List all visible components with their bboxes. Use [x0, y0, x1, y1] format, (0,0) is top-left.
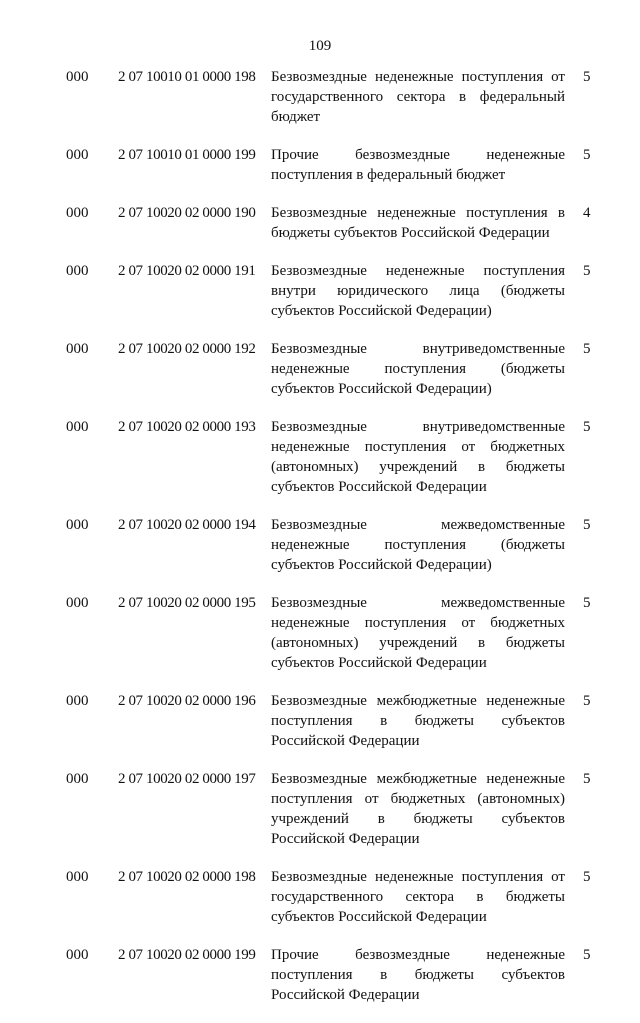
page-number: 109: [308, 38, 332, 54]
admin-code: 000: [66, 263, 89, 279]
budget-code: 2 07 10020 02 0000 193: [118, 419, 256, 435]
admin-code: 000: [66, 595, 89, 611]
income-name: Безвозмездные межведомственные неденежные поступления (бюджеты субъектов Российской Федерации): [271, 517, 565, 573]
income-name: Прочие безвозмездные неденежные поступления в федеральный бюджет: [271, 147, 565, 183]
income-name: Безвозмездные неденежные поступления в бюджеты субъектов Российской Федерации: [271, 205, 565, 241]
codes-table: [0, 67, 640, 1023]
table-row: [0, 145, 640, 185]
admin-code: 000: [66, 869, 89, 885]
table-row: [0, 945, 640, 1005]
admin-code: 000: [66, 517, 89, 533]
level-number: 5: [583, 147, 591, 163]
table-row: [0, 339, 640, 399]
budget-code: 2 07 10020 02 0000 196: [118, 693, 256, 709]
budget-code: 2 07 10020 02 0000 190: [118, 205, 256, 221]
table-row: [0, 515, 640, 575]
admin-code: 000: [66, 693, 89, 709]
table-row: [0, 67, 640, 127]
budget-code: 2 07 10020 02 0000 194: [118, 517, 256, 533]
budget-code: 2 07 10020 02 0000 191: [118, 263, 256, 279]
admin-code: 000: [66, 205, 89, 221]
level-number: 5: [583, 419, 591, 435]
admin-code: 000: [66, 947, 89, 963]
level-number: 4: [583, 205, 591, 221]
income-name: Безвозмездные внутриведомственные неденежные поступления от бюджетных (автономных) учреждений в бюджеты субъектов Российской Федерации: [271, 419, 565, 495]
level-number: 5: [583, 869, 591, 885]
level-number: 5: [583, 595, 591, 611]
table-row: [0, 417, 640, 497]
budget-code: 2 07 10020 02 0000 197: [118, 771, 256, 787]
table-row: [0, 261, 640, 321]
income-name: Прочие безвозмездные неденежные поступления в бюджеты субъектов Российской Федерации: [271, 947, 565, 1003]
budget-code: 2 07 10010 01 0000 199: [118, 147, 256, 163]
table-row: [0, 203, 640, 243]
income-name: Безвозмездные внутриведомственные неденежные поступления (бюджеты субъектов Российской Федерации): [271, 341, 565, 397]
table-row: [0, 867, 640, 927]
admin-code: 000: [66, 419, 89, 435]
budget-code: 2 07 10020 02 0000 199: [118, 947, 256, 963]
level-number: 5: [583, 517, 591, 533]
budget-code: 2 07 10020 02 0000 195: [118, 595, 256, 611]
income-name: Безвозмездные неденежные поступления от государственного сектора в бюджеты субъектов Российской Федерации: [271, 869, 565, 925]
table-row: [0, 691, 640, 751]
admin-code: 000: [66, 341, 89, 357]
budget-code: 2 07 10020 02 0000 198: [118, 869, 256, 885]
income-name: Безвозмездные неденежные поступления от государственного сектора в федеральный бюджет: [271, 69, 565, 125]
level-number: 5: [583, 69, 591, 85]
admin-code: 000: [66, 69, 89, 85]
income-name: Безвозмездные межбюджетные неденежные поступления от бюджетных (автономных) учреждений в бюджеты субъектов Российской Федерации: [271, 771, 565, 847]
level-number: 5: [583, 771, 591, 787]
level-number: 5: [583, 263, 591, 279]
budget-code: 2 07 10020 02 0000 192: [118, 341, 256, 357]
income-name: Безвозмездные неденежные поступления внутри юридического лица (бюджеты субъектов Российской Федерации): [271, 263, 565, 319]
budget-code: 2 07 10010 01 0000 198: [118, 69, 256, 85]
admin-code: 000: [66, 771, 89, 787]
admin-code: 000: [66, 147, 89, 163]
table-row: [0, 769, 640, 849]
level-number: 5: [583, 341, 591, 357]
level-number: 5: [583, 693, 591, 709]
income-name: Безвозмездные межведомственные неденежные поступления от бюджетных (автономных) учреждений в бюджеты субъектов Российской Федерации: [271, 595, 565, 671]
level-number: 5: [583, 947, 591, 963]
income-name: Безвозмездные межбюджетные неденежные поступления в бюджеты субъектов Российской Федерации: [271, 693, 565, 749]
table-row: [0, 593, 640, 673]
